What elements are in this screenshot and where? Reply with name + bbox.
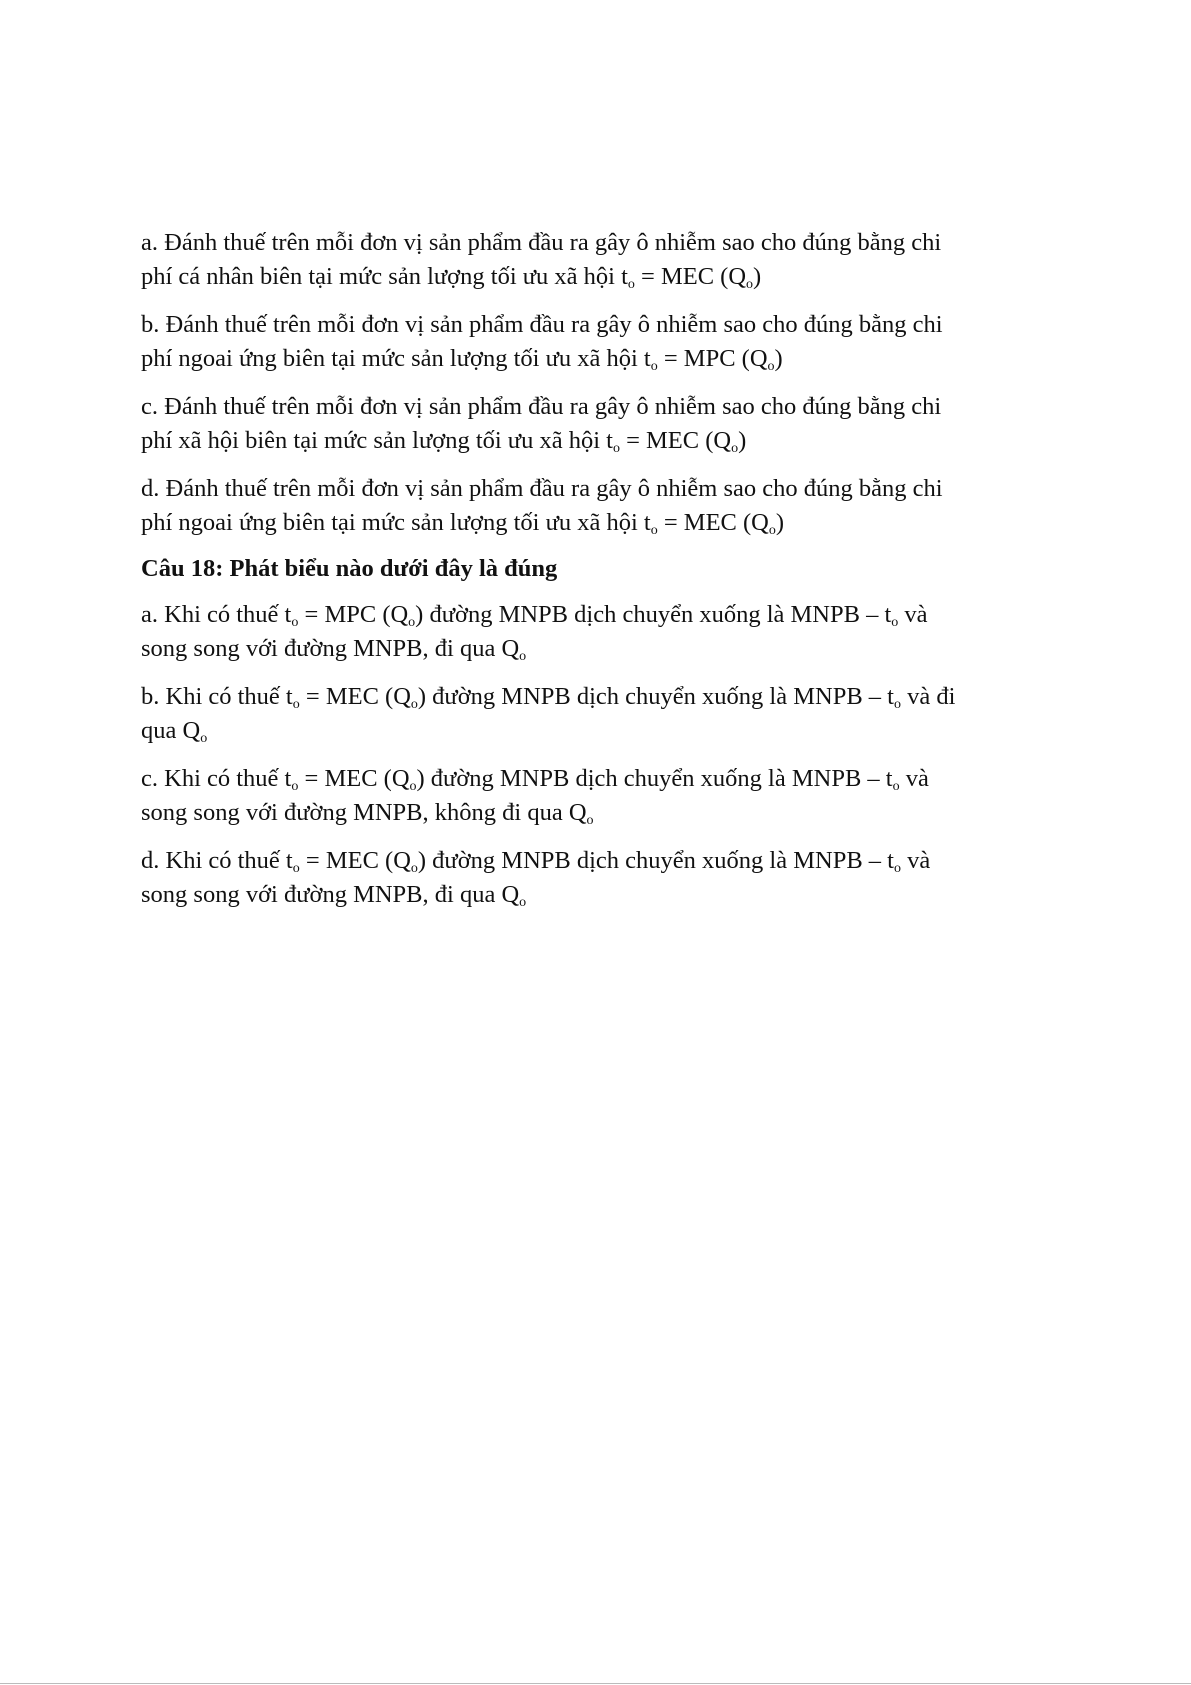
- text-line: song song với đường MNPB, không đi qua $Q_o$: [141, 799, 594, 828]
- subscript-o: o: [650, 523, 658, 538]
- text-line: a. Khi có thuế $t_o$ = MPC $(Q_o)$ đường MNPB dịch chuyển xuống là MNPB – $t_o$ và: [141, 601, 928, 630]
- q18-option-c: [141, 762, 1061, 830]
- text-line: b. Khi có thuế $t_o$ = MEC $(Q_o)$ đường MNPB dịch chuyển xuống là MNPB – $t_o$ và đi: [141, 683, 956, 712]
- q18-option-a: [141, 598, 1061, 666]
- subscript-o: o: [408, 615, 416, 630]
- subscript-o: o: [200, 731, 208, 746]
- subscript-o: o: [746, 277, 754, 292]
- answer-options-question-17: [141, 226, 1061, 540]
- text-line: qua $Q_o$: [141, 717, 208, 746]
- subscript-o: o: [650, 359, 658, 374]
- subscript-o: o: [731, 441, 739, 456]
- answer-options-question-18: [141, 598, 1061, 912]
- q17-option-d: [141, 472, 1061, 540]
- q17-option-c: [141, 390, 1061, 458]
- subscript-o: o: [292, 861, 300, 876]
- text-line: d. Đánh thuế trên mỗi đơn vị sản phẩm đầu ra gây ô nhiễm sao cho đúng bằng chi: [141, 475, 943, 502]
- subscript-o: o: [519, 649, 527, 664]
- text-line: phí cá nhân biên tại mức sản lượng tối ưu xã hội $t_o$ = MEC $(Q_o)$: [141, 263, 762, 292]
- text-line: d. Khi có thuế $t_o$ = MEC $(Q_o)$ đường MNPB dịch chuyển xuống là MNPB – $t_o$ và: [141, 847, 931, 876]
- text-line: phí xã hội biên tại mức sản lượng tối ưu xã hội $t_o$ = MEC $(Q_o)$: [141, 427, 747, 456]
- q17-option-a: [141, 226, 1061, 294]
- subscript-o: o: [627, 277, 635, 292]
- text-line: c. Khi có thuế $t_o$ = MEC $(Q_o)$ đường MNPB dịch chuyển xuống là MNPB – $t_o$ và: [141, 765, 929, 794]
- text-line: phí ngoai ứng biên tại mức sản lượng tối ưu xã hội $t_o$ = MEC $(Q_o)$: [141, 509, 785, 538]
- text-line: a. Đánh thuế trên mỗi đơn vị sản phẩm đầu ra gây ô nhiễm sao cho đúng bằng chi: [141, 229, 942, 256]
- subscript-o: o: [291, 779, 299, 794]
- subscript-o: o: [292, 697, 300, 712]
- subscript-o: o: [893, 697, 901, 712]
- subscript-o: o: [891, 615, 899, 630]
- document-page: [141, 226, 1061, 926]
- question-18-heading: Câu 18: Phát biểu nào dưới đây là đúng: [141, 555, 558, 582]
- q18-option-d: [141, 844, 1061, 912]
- text-line: b. Đánh thuế trên mỗi đơn vị sản phẩm đầu ra gây ô nhiễm sao cho đúng bằng chi: [141, 311, 943, 338]
- bottom-divider: [0, 1683, 1191, 1684]
- subscript-o: o: [612, 441, 620, 456]
- text-line: c. Đánh thuế trên mỗi đơn vị sản phẩm đầu ra gây ô nhiễm sao cho đúng bằng chi: [141, 393, 942, 420]
- q18-option-b: [141, 680, 1061, 748]
- subscript-o: o: [519, 895, 527, 910]
- subscript-o: o: [409, 779, 417, 794]
- text-line: song song với đường MNPB, đi qua $Q_o$: [141, 635, 527, 664]
- subscript-o: o: [893, 861, 901, 876]
- subscript-o: o: [410, 861, 418, 876]
- subscript-o: o: [892, 779, 900, 794]
- subscript-o: o: [768, 523, 776, 538]
- q17-option-b: [141, 308, 1061, 376]
- subscript-o: o: [586, 813, 594, 828]
- text-line: song song với đường MNPB, đi qua $Q_o$: [141, 881, 527, 910]
- subscript-o: o: [767, 359, 775, 374]
- subscript-o: o: [410, 697, 418, 712]
- text-line: phí ngoai ứng biên tại mức sản lượng tối ưu xã hội $t_o$ = MPC $(Q_o)$: [141, 345, 783, 374]
- subscript-o: o: [291, 615, 299, 630]
